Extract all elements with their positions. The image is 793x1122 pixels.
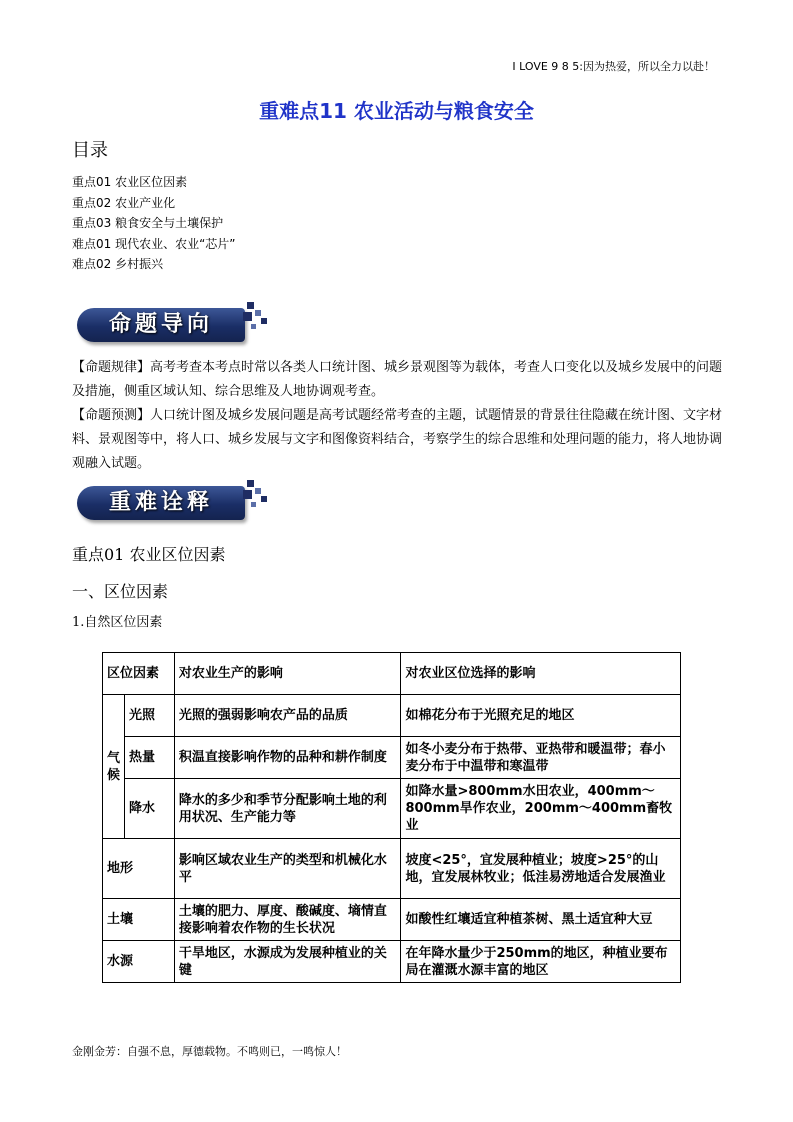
- factor-cell: 地形: [103, 839, 175, 899]
- section-title: 重点01 农业区位因素: [72, 545, 226, 564]
- toc-item[interactable]: 难点02 乡村振兴: [72, 257, 164, 271]
- toc-item[interactable]: 重点02 农业产业化: [72, 195, 176, 210]
- location-cell: 坡度<25°，宜发展种植业；坡度>25°的山地，宜发展林牧业；低洼易涝地适合发展渔业: [401, 839, 681, 899]
- factor-cell: 土壤: [103, 899, 175, 941]
- location-cell: 如冬小麦分布于热带、亚热带和暖温带；春小麦分布于中温带和寒温带: [401, 737, 681, 779]
- toc-item[interactable]: 重点01 农业区位因素: [72, 175, 188, 189]
- banner-decoration-square: [261, 318, 267, 324]
- location-cell: 如棉花分布于光照充足的地区: [401, 695, 681, 737]
- table-header-cell: 区位因素: [103, 653, 175, 695]
- banner-decoration-square: [243, 312, 252, 321]
- table-row: [103, 941, 681, 983]
- table-header-cell: 对农业生产的影响: [174, 653, 401, 695]
- banner-proposition-guide: [77, 302, 269, 342]
- impact-cell: 光照的强弱影响农产品的品质: [174, 695, 401, 737]
- impact-cell: 降水的多少和季节分配影响土地的利用状况、生产能力等: [174, 779, 401, 839]
- factor-cell: 降水: [124, 779, 174, 839]
- table-row: [103, 695, 681, 737]
- impact-cell: 土壤的肥力、厚度、酸碱度、墒情直接影响着农作物的生长状况: [174, 899, 401, 941]
- banner-decoration-square: [255, 488, 261, 494]
- subsection-title: 一、区位因素: [72, 582, 169, 601]
- impact-cell: 干旱地区，水源成为发展种植业的关键: [174, 941, 401, 983]
- banner-decoration-square: [255, 310, 261, 316]
- impact-cell: 积温直接影响作物的品种和耕作制度: [174, 737, 401, 779]
- location-cell: 如酸性红壤适宜种植茶树、黑土适宜种大豆: [401, 899, 681, 941]
- table-row: [103, 779, 681, 839]
- location-cell: 在年降水量少于250mm的地区，种植业要布局在灌溉水源丰富的地区: [401, 941, 681, 983]
- subsubsection-title: 1.自然区位因素: [72, 615, 163, 630]
- banner-key-explanation: [77, 480, 269, 520]
- proposition-prediction: 【命题预测】人口统计图及城乡发展问题是高考试题经常考查的主题，试题情景的背景往往隐藏在统计图、文字材料、景观图等中，将人口、城乡发展与文字和图像资料结合，考察学生的综合思维和处理问题的能力，将人地协调观融入试题。: [72, 408, 723, 471]
- table-header-cell: 对农业区位选择的影响: [401, 653, 681, 695]
- factor-cell: 水源: [103, 941, 175, 983]
- banner-label: 命题导向: [108, 312, 213, 337]
- header-note: I LOVE 9 8 5:因为热爱，所以全力以赴！: [512, 60, 715, 73]
- banner-decoration-square: [243, 490, 252, 499]
- banner-decoration-square: [247, 302, 254, 309]
- toc-heading: 目录: [72, 140, 108, 161]
- table-of-contents: [72, 172, 236, 275]
- factor-cell: 光照: [124, 695, 174, 737]
- climate-label-cell: 气候: [103, 695, 125, 839]
- proposition-rule: 【命题规律】高考考查本考点时常以各类人口统计图、城乡景观图等为载体，考查人口变化以及城乡发展中的问题及措施，侧重区域认知、综合思维及人地协调观考查。: [72, 360, 723, 399]
- footer-motto: 金刚金芳：自强不息，厚德载物。不鸣则已，一鸣惊人！: [72, 1045, 347, 1058]
- factor-cell: 热量: [124, 737, 174, 779]
- banner-decoration-square: [261, 496, 267, 502]
- document-title: 重难点11 农业活动与粮食安全: [259, 99, 534, 123]
- table-header-row: [103, 653, 681, 695]
- location-factors-table: [102, 652, 681, 983]
- location-cell: 如降水量>800mm水田农业，400mm～800mm旱作农业，200mm～400mm畜牧业: [401, 779, 681, 839]
- toc-item[interactable]: 重点03 粮食安全与土壤保护: [72, 216, 224, 230]
- banner-label: 重难诠释: [108, 490, 213, 515]
- banner-decoration-square: [251, 502, 256, 507]
- table-row: [103, 737, 681, 779]
- impact-cell: 影响区域农业生产的类型和机械化水平: [174, 839, 401, 899]
- banner-decoration-square: [247, 480, 254, 487]
- table-row: [103, 839, 681, 899]
- toc-item[interactable]: 难点01 现代农业、农业“芯片”: [72, 236, 236, 251]
- banner-decoration-square: [251, 324, 256, 329]
- table-row: [103, 899, 681, 941]
